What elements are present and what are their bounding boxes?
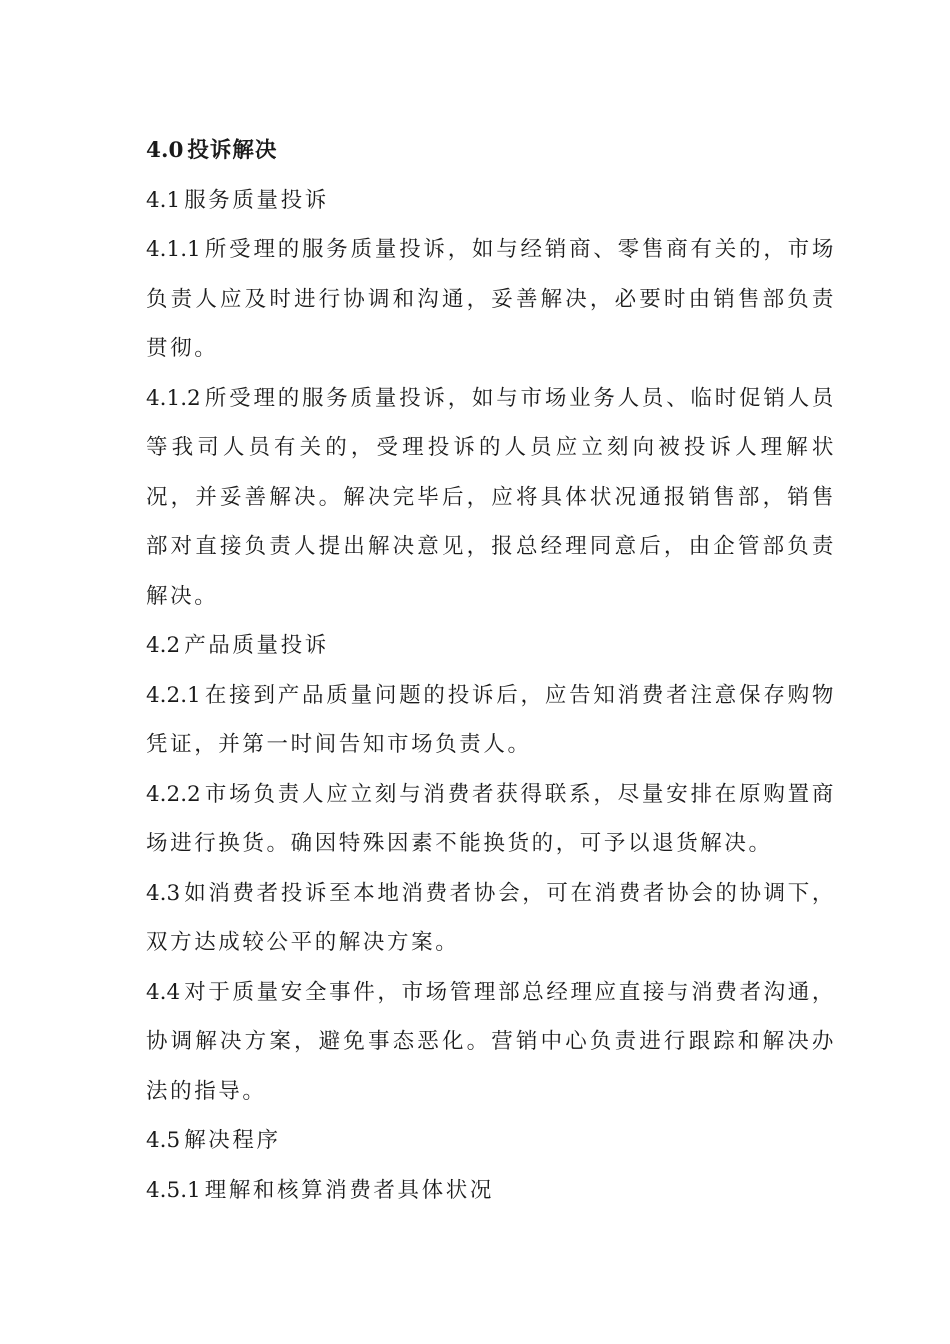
- section-heading-4-0: [146, 126, 836, 176]
- paragraph-text: 如消费者投诉至本地消费者协会，可在消费者协会的协调下，双方达成较公平的解决方案。: [146, 880, 836, 955]
- section-number: 4.3: [146, 880, 181, 906]
- section-number: 4.0: [146, 138, 184, 163]
- section-number: 4.2.2: [146, 781, 201, 807]
- section-title: 服务质量投诉: [184, 187, 329, 213]
- subsection-heading-4-5: [146, 1116, 836, 1166]
- paragraph-text: 对于质量安全事件，市场管理部总经理应直接与消费者沟通，协调解决方案，避免事态恶化。营销中心负责进行跟踪和解决办法的指导。: [146, 979, 836, 1104]
- section-number: 4.1: [146, 187, 181, 213]
- paragraph-text: 所受理的服务质量投诉，如与市场业务人员、临时促销人员等我司人员有关的，受理投诉的人员应立刻向被投诉人理解状况，并妥善解决。解决完毕后，应将具体状况通报销售部，销售部对直接负责人提出解决意见，报总经理同意后，由企管部负责解决。: [146, 385, 836, 609]
- section-number: 4.5.1: [146, 1177, 201, 1203]
- paragraph-4-3: [146, 869, 836, 968]
- section-number: 4.5: [146, 1128, 181, 1153]
- section-number: 4.4: [146, 979, 181, 1005]
- section-number: 4.1.1: [146, 237, 201, 262]
- paragraph-4-5-1: [146, 1166, 836, 1216]
- section-number: 4.1.2: [146, 385, 201, 411]
- paragraph-4-4: [146, 968, 836, 1117]
- section-number: 4.2: [146, 633, 181, 658]
- subsection-heading-4-1: [146, 176, 836, 226]
- document-body: [146, 126, 836, 1215]
- section-title: 解决程序: [184, 1128, 281, 1153]
- paragraph-text: 所受理的服务质量投诉，如与经销商、零售商有关的，市场负责人应及时进行协调和沟通，妥善解决，必要时由销售部负责贯彻。: [146, 237, 836, 361]
- paragraph-4-2-1: [146, 671, 836, 770]
- paragraph-text: 市场负责人应立刻与消费者获得联系，尽量安排在原购置商场进行换货。确因特殊因素不能换货的，可予以退货解决。: [146, 781, 836, 856]
- paragraph-text: 理解和核算消费者具体状况: [204, 1177, 494, 1203]
- section-number: 4.2.1: [146, 682, 201, 708]
- paragraph-4-2-2: [146, 770, 836, 869]
- paragraph-4-1-1: [146, 225, 836, 374]
- section-title: 投诉解决: [187, 138, 278, 163]
- section-title: 产品质量投诉: [184, 633, 329, 658]
- subsection-heading-4-2: [146, 621, 836, 671]
- paragraph-text: 在接到产品质量问题的投诉后，应告知消费者注意保存购物凭证，并第一时间告知市场负责人。: [146, 682, 836, 757]
- paragraph-4-1-2: [146, 374, 836, 622]
